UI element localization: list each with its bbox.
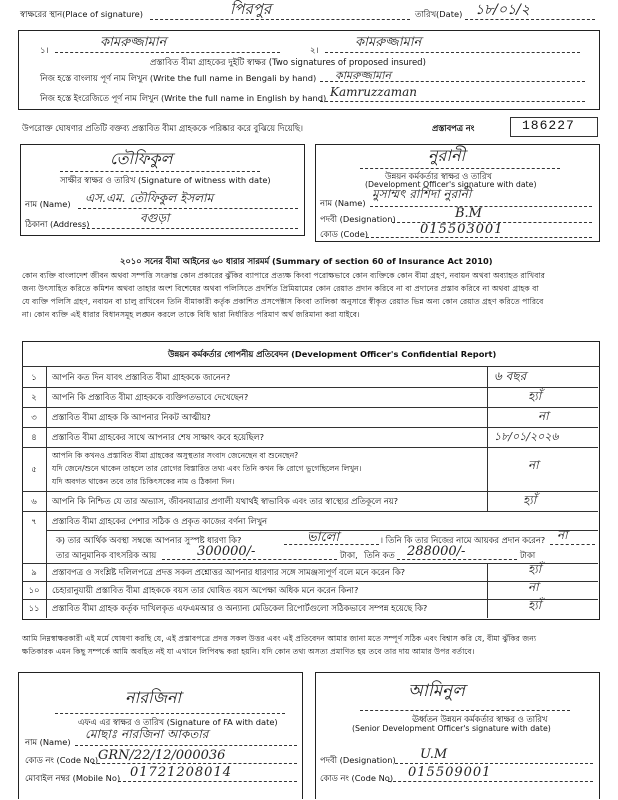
dev-officer-signature-label-bn: উন্নয়ন কর্মকর্তার স্বাক্ষর ও তারিখ — [385, 171, 492, 181]
wealth-taka: টাকা — [520, 550, 536, 560]
report-row — [22, 581, 598, 600]
row-answer: হ্যাঁ — [528, 598, 542, 612]
senior-officer-signature-label-bn: ঊর্ধ্বতন উন্নয়ন কর্মকর্তার স্বাক্ষর ও তারিখ — [412, 714, 548, 724]
senior-officer-code-label: কোড নং (Code No) — [320, 773, 394, 783]
income-tax-label: । তিনি কি তার নিজের নামে আয়কর প্রদান করেন? — [380, 535, 546, 545]
bengali-name-value: কামরুজ্জামান — [335, 69, 392, 82]
senior-officer-signature-line — [360, 710, 570, 711]
date-value: ১৮/০১/২ — [475, 2, 530, 18]
row-question: প্রস্তাবিত বীমা গ্রাহক কি আপনার নিকট আত্মীয়? — [52, 412, 211, 422]
fa-signature-label: এফএ এর স্বাক্ষর ও তারিখ (Signature of FA with date) — [78, 717, 278, 727]
fa-mobile-label: মোবাইল নম্বর (Mobile No) — [25, 773, 121, 783]
row-number: ২ — [22, 387, 47, 407]
signatures-caption: প্রস্তাবিত বীমা গ্রাহকের দুইটি স্বাক্ষর (Two signatures of proposed insured) — [150, 58, 426, 68]
dev-officer-signature-label-en: (Development Officer's signature with date) — [365, 180, 537, 189]
summary-line: কোন ব্যক্তি বাংলাদেশ জীবন অথবা সম্পত্তি সংক্রান্ত কোন প্রকারের ঝুঁকির ব্যাপারে প্রত্যক্ষ কিংবা পরোক্ষভাবে কোন ব্যক্তিকে কোন বীমা গ্রহণ, নবায়ন অথবা অব্যাহত রাখিবার — [22, 271, 545, 280]
report-row-occupation — [22, 511, 598, 564]
witness-address-value: বগুড়া — [140, 211, 170, 225]
row-answer: হ্যাঁ — [523, 493, 537, 507]
date-label: তারিখ(Date) — [415, 9, 463, 19]
witness-signature-line — [60, 171, 260, 172]
row-question: প্রস্তাবিত বীমা গ্রাহকের পেশার সঠিক ও প্রকৃত কাজের বর্ণনা লিখুন — [52, 516, 267, 526]
report-row — [22, 427, 598, 448]
row-question: যদি অবগত থাকেন তবে তার চিকিৎসকের নাম ও ঠিকানা দিন। — [52, 477, 235, 486]
summary-body — [22, 269, 602, 321]
dev-officer-name-value: মুসাম্মৎ রাশিদা নুরানী — [372, 187, 472, 201]
report-row-illness — [22, 447, 598, 492]
row-answer: না — [528, 580, 539, 594]
fa-signature: নারজিনা — [125, 688, 182, 707]
wealth-label: তিনি কত — [364, 550, 395, 560]
final-declaration-line: আমি নিম্নস্বাক্ষরকারী এই মর্মে ঘোষণা করছি যে, এই প্রস্তাবপত্রে প্রদত্ত সকল উত্তর এবং এই প্রতিবেদন আমার জানা মতে সম্পূর্ণ সঠিক এবং বিশ্বাস করি যে, বীমা ঝুঁকির জন্য — [22, 634, 537, 643]
dev-officer-designation-label: পদবী (Designation) — [320, 214, 396, 224]
row-question: আপনি কত দিন যাবৎ প্রস্তাবিত বীমা গ্রাহককে জানেন? — [52, 372, 231, 382]
row-answer-cell — [487, 367, 598, 387]
row-answer-cell — [487, 599, 598, 618]
row-answer-cell — [487, 491, 598, 511]
dev-officer-code-line — [366, 237, 592, 238]
row-answer-cell — [487, 581, 598, 599]
row-answer-cell — [487, 447, 598, 491]
witness-signature-label: সাক্ষীর স্বাক্ষর ও তারিখ (Signature of witness with date) — [60, 175, 271, 185]
proposal-number: 186227 — [522, 118, 575, 133]
senior-officer-code-line — [388, 781, 593, 782]
fa-code-value: GRN/22/12/000036 — [98, 748, 226, 763]
row-question: প্রস্তাবিত বীমা গ্রাহকের সাথে আপনার শেষ সাক্ষাৎ কবে হয়েছিল? — [52, 432, 265, 442]
place-label: স্বাক্ষরের স্থান(Place of signature) — [20, 9, 144, 19]
senior-officer-designation-line — [395, 763, 593, 764]
dev-officer-signature-line — [360, 168, 560, 169]
witness-address-label: ঠিকানা (Address) — [25, 219, 90, 229]
dev-officer-signature: নুরানী — [428, 146, 466, 165]
senior-officer-signature-label-en: (Senior Development Officer's signature with date) — [352, 724, 551, 733]
report-row — [22, 407, 598, 428]
row-question: আপনি কি প্রস্তাবিত বীমা গ্রাহককে ব্যক্তিগতভাবে দেখেছেন? — [52, 392, 249, 402]
row-answer: হ্যাঁ — [528, 562, 542, 576]
fa-code-label: কোড নং (Code No) — [25, 755, 99, 765]
fa-signature-line — [55, 713, 285, 714]
insured-signature-2: কামরুজ্জামান — [355, 35, 422, 50]
financial-status-value: ভালো — [307, 530, 340, 545]
witness-signature: তৌফিকুল — [110, 149, 173, 168]
row-question: যদি জেনে/শুনে থাকেন তাহলে তার রোগের বিস্তারিত তথ্য এবং তিনি কখন কি রোগে ভুগেছিলেন লিখুন। — [52, 464, 362, 473]
row-question: আপনি কি কখনও প্রস্তাবিত বীমা গ্রাহকের অসুস্থতার সংবাদ জেনেছেন বা শুনেছেন? — [52, 451, 299, 460]
senior-officer-code-value: 015509001 — [408, 765, 492, 780]
dev-officer-name-label: নাম (Name) — [320, 198, 366, 208]
income-tax-value: না — [557, 528, 568, 542]
report-row — [22, 563, 598, 582]
place-value: পিরপুর — [230, 0, 272, 18]
row-question: চেহারানুযায়ী প্রস্তাবিত বীমা গ্রাহককে বয়স তার ঘোষিত বয়স অপেক্ষা অধিক মনে করেন কিনা? — [52, 585, 359, 595]
english-name-label: নিজ হস্তে ইংরেজিতে পূর্ণ নাম লিখুন (Write the full name in English by hand) — [40, 93, 327, 103]
row-answer-cell — [487, 387, 598, 407]
final-declaration-line: ক্ষতিকারক এমন কিছু সম্পর্কে আমি অবহিত নই যা এখানে লিপিবদ্ধ করা হয়নি। যদি কোন তথ্য অসত্য প্রমাণিত হয় তবে তার দায় আমার উপর বর্তাবে। — [22, 647, 475, 656]
financial-status-label: ক) তার আর্থিক অবস্থা সম্বন্ধে আপনার সুস্পষ্ট ধারণা কি? — [56, 535, 242, 545]
row-question-lines — [52, 449, 361, 488]
witness-name-label: নাম (Name) — [25, 199, 71, 209]
income-taka: টাকা, — [340, 550, 358, 560]
fa-mobile-line — [118, 781, 297, 782]
report-title: উন্নয়ন কর্মকর্তার গোপনীয় প্রতিবেদন (Development Officer's Confidential Report) — [168, 349, 497, 359]
wealth-value: 288000/- — [407, 544, 466, 559]
summary-line: না। কোন ব্যক্তি এই ধারার বিধানসমূহ লঙ্ঘন করলে তাকে বিধি দ্বারা নির্ধারিত পরিমাণ অর্থ জরিমানা করা যাইবে। — [22, 310, 360, 319]
witness-name-value: এস.এম. তৌফিকুল ইসলাম — [85, 191, 214, 205]
signature-number-2: ২। — [310, 45, 319, 55]
dev-officer-code-value: 015503001 — [420, 222, 504, 237]
row-answer: ৬ বছর — [494, 369, 527, 383]
wealth-line — [397, 559, 517, 560]
row-question: প্রস্তাবিত বীমা গ্রাহক কর্তৃক দাখিলকৃত এফএমআর ও অন্যান্য মেডিকেল রিপোর্টগুলো সঠিকভাবে সম্পন্ন হয়েছে কি? — [52, 603, 428, 613]
row-number: ১০ — [22, 581, 47, 599]
report-row — [22, 491, 598, 512]
report-row — [22, 367, 598, 388]
row-answer: হ্যাঁ — [528, 389, 542, 403]
proposal-number-label: প্রস্তাবপত্র নং — [432, 123, 475, 133]
senior-officer-designation-value: U.M — [420, 747, 448, 762]
row-number: ৯ — [22, 563, 47, 581]
row-number: ৫ — [22, 447, 47, 491]
place-line — [150, 19, 410, 20]
dev-officer-designation-value: B.M — [455, 206, 482, 221]
signature-line-1 — [55, 52, 280, 53]
summary-line: যে ব্যক্তি পলিসি গ্রহণ, নবায়ন বা চালু রাখিবেন তিনি বীমাকারী কর্তৃক প্রকাশিত প্রসপেক্টাস কিংবা তালিকা অনুসারে স্বীকৃত রেয়াত ভিন্ন অন্য কোন রেয়াত গ্রহণ করিতে পারিবে — [22, 297, 544, 306]
fa-name-value: মোছাঃ নারজিনা আকতার — [85, 727, 209, 741]
signature-number-1: ১। — [40, 45, 49, 55]
declaration-text: উপরোক্ত ঘোষণার প্রতিটি বক্তব্য প্রস্তাবিত বীমা গ্রাহককে পরিষ্কার করে বুঝিয়ে দিয়েছি। — [22, 123, 303, 133]
place-of-signature-row — [0, 0, 618, 22]
row-number: ৪ — [22, 427, 47, 447]
insured-signature-1: কামরুজ্জামান — [100, 35, 167, 50]
final-declaration — [22, 632, 602, 658]
row-number: ১ — [22, 367, 47, 387]
row-answer: না — [528, 458, 539, 472]
row-number: ৭ — [22, 511, 47, 563]
row-answer-cell — [487, 427, 598, 447]
english-name-value: Kamruzzaman — [330, 85, 418, 99]
row-answer: ১৮/০১/২০২৬ — [494, 430, 559, 443]
report-row — [22, 599, 598, 618]
fa-code-line — [92, 763, 297, 764]
fa-mobile-value: 01721208014 — [130, 765, 232, 780]
senior-officer-designation-label: পদবী (Designation) — [320, 755, 396, 765]
summary-title: ২০১০ সনের বীমা আইনের ৬০ ধারার সারমর্ম (Summary of section 60 of Insurance Act 2010) — [120, 256, 493, 266]
income-label: তার আনুমানিক বাৎসরিক আয় — [56, 550, 157, 560]
row-number: ৬ — [22, 491, 47, 511]
summary-line: জন্য উৎসাহিত করিতে কমিশন অথবা তাহার অংশ বিশেষের অথবা পলিসিতে প্রদর্শিত প্রিমিয়ামের কোন রেয়াত প্রদান করিবে না বা প্রদানের প্রস্তাব করিবে না অথবা গ্রাহক বা — [22, 284, 539, 293]
row-answer-cell — [487, 563, 598, 581]
row-number: ৩ — [22, 407, 47, 427]
senior-officer-signature: আমিনুল — [408, 681, 465, 701]
row-number: ১১ — [22, 599, 47, 618]
row-answer: না — [538, 409, 549, 423]
income-value: 300000/- — [197, 544, 256, 559]
row-question: আপনি কি নিশ্চিত যে তার অভ্যাস, জীবনযাত্রার প্রণালী যথার্থই স্বাভাবিক এবং তার স্বাস্থ্যের প্রতিকূলে নয়? — [52, 496, 399, 506]
row-question: প্রস্তাবপত্র ও সংশ্লিষ্ট দলিলপত্রে প্রদত্ত সকল প্রশ্নোত্তর আপনার ধারণার সঙ্গে সামঞ্জস্যপূর্ণ বলে মনে করেন কি? — [52, 567, 406, 577]
dev-officer-code-label: কোড (Code) — [320, 229, 369, 239]
witness-address-line — [82, 228, 298, 229]
fa-name-label: নাম (Name) — [25, 737, 71, 747]
row-answer-cell — [487, 407, 598, 427]
income-line — [162, 559, 337, 560]
report-row — [22, 387, 598, 408]
bengali-name-label: নিজ হস্তে বাংলায় পূর্ণ নাম লিখুন (Write the full name in Bengali by hand) — [40, 73, 317, 83]
english-name-line — [320, 101, 585, 102]
